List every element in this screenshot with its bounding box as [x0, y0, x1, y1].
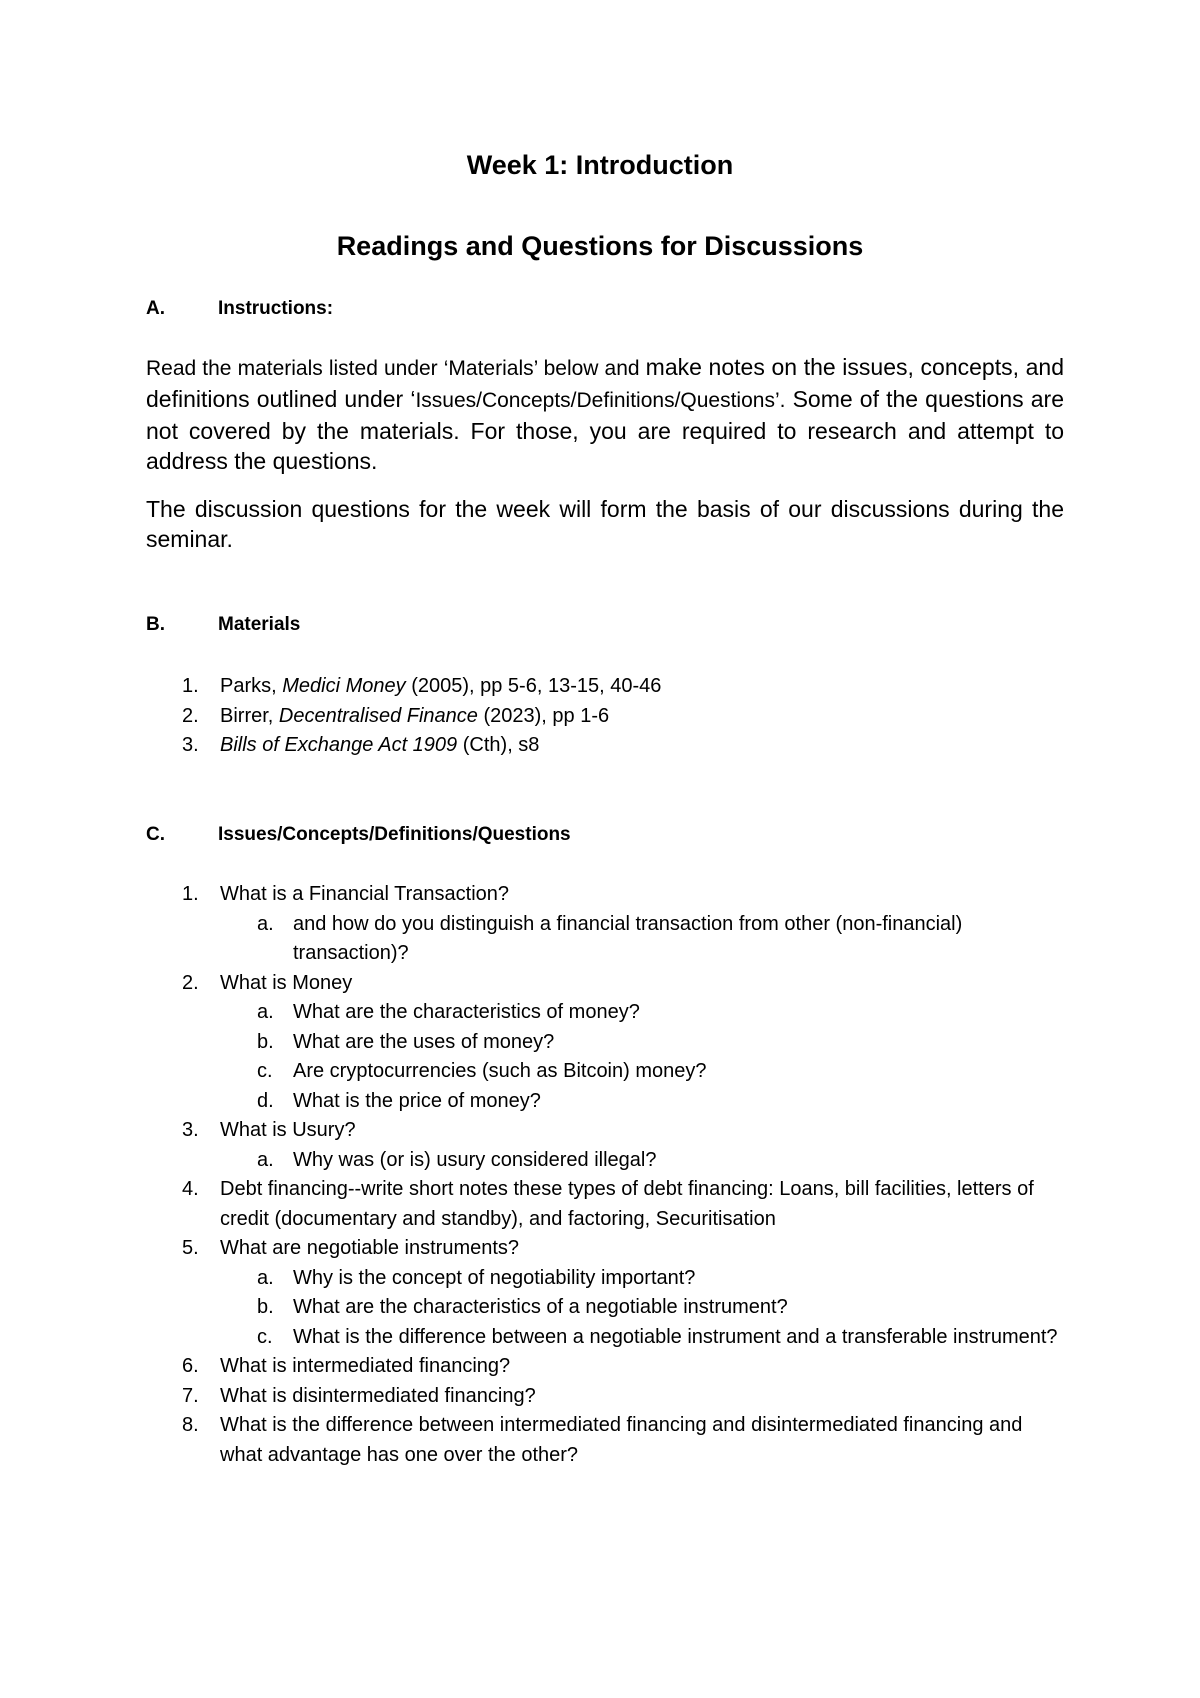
instructions-part-2: make notes on the issues, concepts, and definitions outlined under ‘ — [146, 354, 1064, 412]
sub-question-item: c. What is the difference between a negotiable instrument and a transferable instrument? — [257, 1325, 1058, 1348]
materials-list — [146, 672, 1066, 761]
sub-question-list — [220, 1146, 1066, 1176]
section-c-title: Issues/Concepts/Definitions/Questions — [218, 824, 571, 845]
question-item: 7. What is disintermediated financing? — [182, 1384, 536, 1407]
section-c-heading — [146, 824, 571, 846]
section-a-title: Instructions: — [218, 298, 334, 319]
question-item: 5. What are negotiable instruments? a. Why is the concept of negotiability important? b. What are the characteristics of a negotiable instrument? c. What is the difference between a negotiable instrument and a transferable instrument? — [146, 1234, 1066, 1352]
section-a-letter: A. — [146, 298, 165, 319]
questions-list — [146, 880, 1066, 1470]
sub-question-item: a. What are the characteristics of money? — [257, 1001, 640, 1023]
material-item: 2. Birrer, Decentralised Finance (2023), pp 1-6 — [182, 704, 610, 727]
material-item: 3. Bills of Exchange Act 1909 (Cth), s8 — [182, 734, 540, 756]
instructions-part-4: Some of the questions are not covered by the materials. For those, you are required to research and attempt to address the questions. — [146, 386, 1064, 474]
sub-question-item: b. What are the uses of money? — [257, 1030, 555, 1053]
section-a-heading — [146, 298, 333, 320]
sub-question-item: a. and how do you distinguish a financial transaction from other (non-financial) transaction)? — [257, 912, 963, 964]
sub-question-list — [220, 1264, 1066, 1353]
page-subtitle: Readings and Questions for Discussions — [336, 231, 864, 261]
question-item: 6. What is intermediated financing? — [182, 1355, 511, 1377]
sub-question-item: b. What are the characteristics of a negotiable instrument? — [257, 1296, 788, 1318]
section-b-heading — [146, 614, 300, 636]
instructions-part-1: Read the materials listed under ‘Materials’ below and — [146, 357, 646, 380]
instructions-paragraph — [146, 352, 1064, 476]
question-item: 4. Debt financing--write short notes these types of debt financing: Loans, bill facilities, letters of credit (documentary and standby), and factoring, Securitisation — [182, 1178, 1034, 1230]
material-item: 1. Parks, Medici Money (2005), pp 5-6, 13-15, 40-46 — [182, 675, 662, 697]
sub-question-item: c. Are cryptocurrencies (such as Bitcoin) money? — [257, 1060, 707, 1082]
question-item: 2. What is Money a. What are the characteristics of money? b. What are the uses of money? c. Are cryptocurrencies (such as Bitcoin) money? d. What is the price of money? — [146, 969, 1066, 1117]
page-title: Week 1: Introduction — [466, 150, 734, 180]
question-item: 1. What is a Financial Transaction? a. and how do you distinguish a financial transaction from other (non-financial) transaction)? — [146, 880, 1066, 969]
instructions-part-3: Issues/Concepts/Definitions/Questions’. — [415, 389, 786, 412]
sub-question-item: d. What is the price of money? — [257, 1089, 541, 1112]
sub-question-list — [220, 998, 1066, 1116]
discussion-paragraph: The discussion questions for the week will form the basis of our discussions during the seminar. — [146, 496, 1064, 552]
section-b-letter: B. — [146, 614, 165, 635]
section-b-title: Materials — [218, 614, 301, 635]
section-c-letter: C. — [146, 824, 165, 845]
question-item: 3. What is Usury? a. Why was (or is) usury considered illegal? — [146, 1116, 1066, 1175]
question-item: 8. What is the difference between intermediated financing and disintermediated financing and what advantage has one over the other? — [182, 1414, 1023, 1466]
sub-question-list — [220, 910, 1066, 969]
sub-question-item: a. Why is the concept of negotiability important? — [257, 1266, 696, 1289]
sub-question-item: a. Why was (or is) usury considered illegal? — [257, 1148, 657, 1171]
